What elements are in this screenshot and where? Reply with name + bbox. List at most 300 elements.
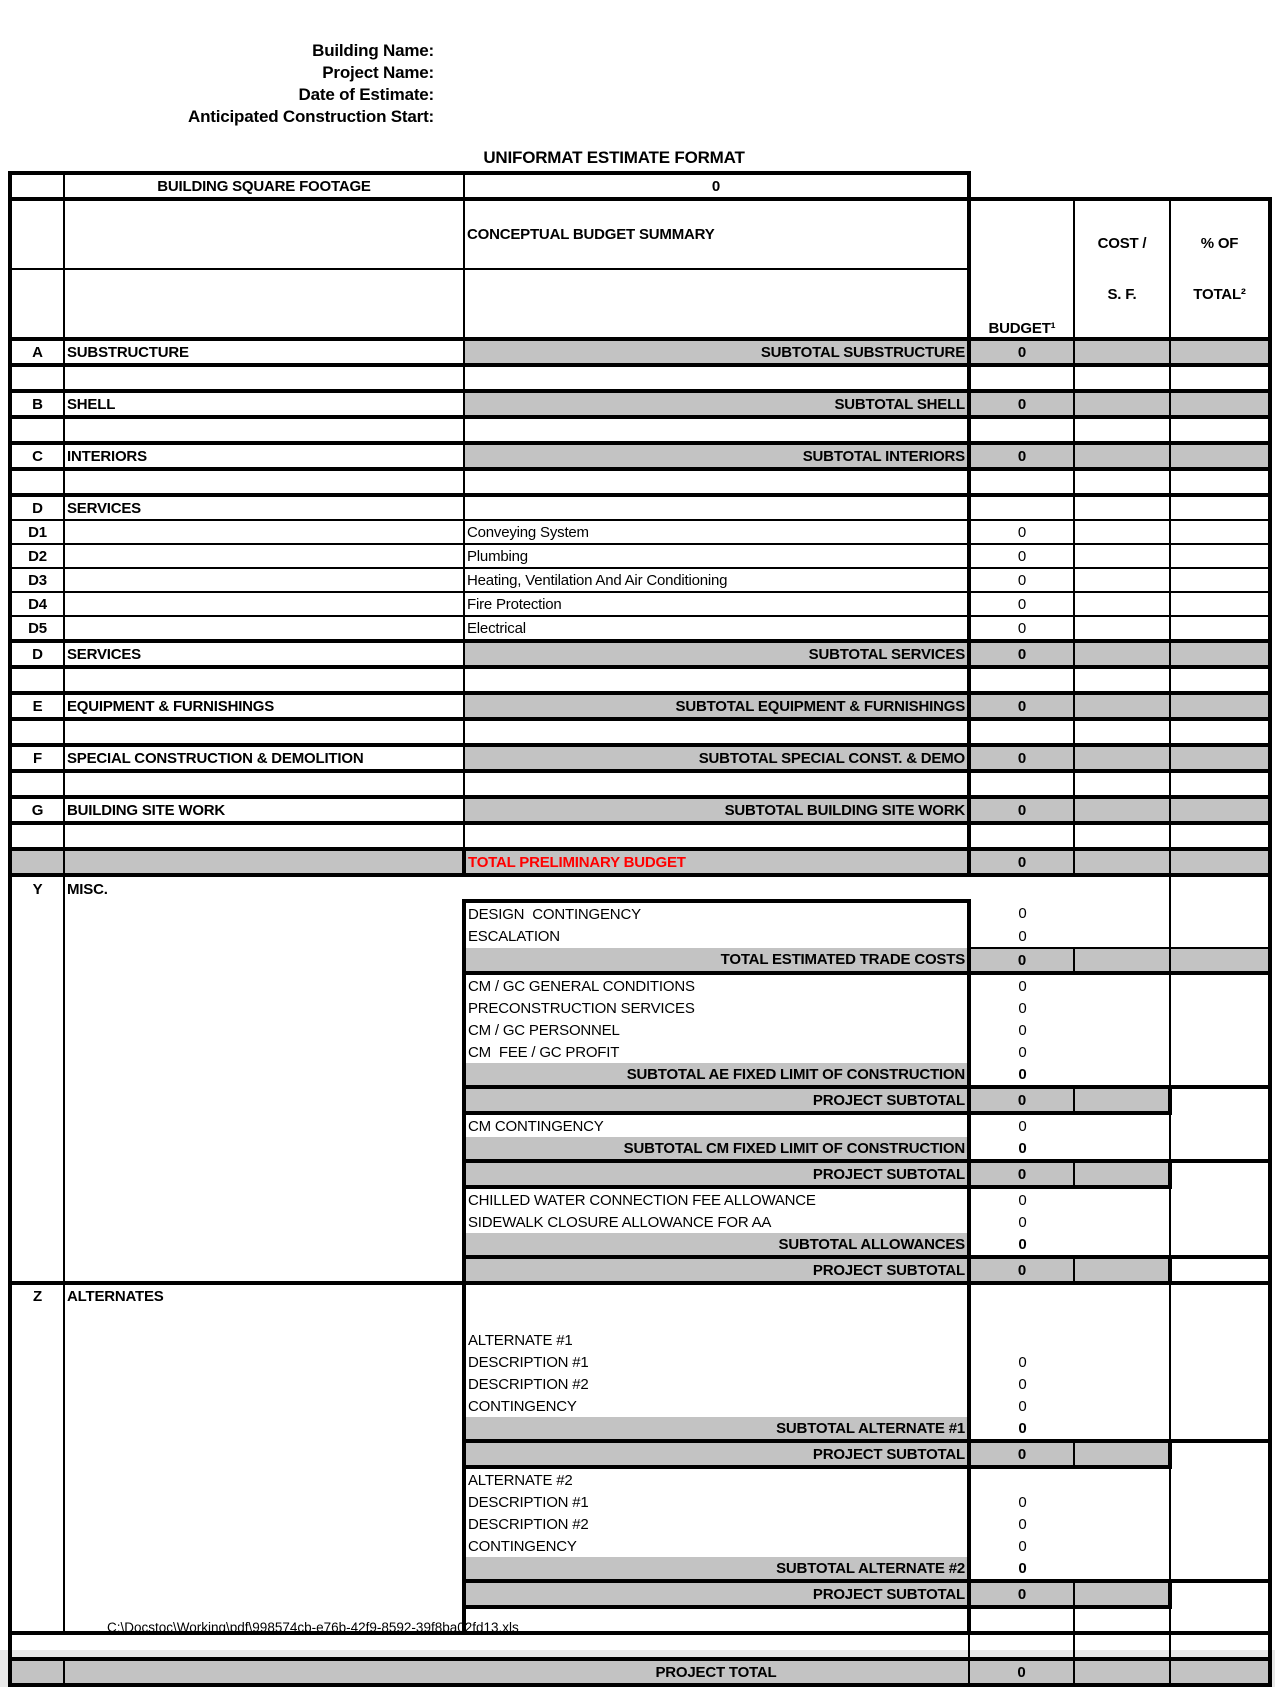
cost-cell xyxy=(1074,1581,1170,1607)
name-cell: INTERIORS xyxy=(64,443,464,469)
row-sub xyxy=(10,693,1270,719)
desc-cell: Electrical xyxy=(464,616,969,641)
name-cell xyxy=(64,901,464,925)
code-cell xyxy=(10,1491,64,1513)
cost-cell xyxy=(1074,745,1170,771)
desc-cell: CM / GC PERSONNEL xyxy=(464,1019,969,1041)
name-cell xyxy=(64,1019,464,1041)
desc-cell xyxy=(464,823,969,849)
name-cell xyxy=(64,925,464,948)
cost-cell xyxy=(1074,1113,1170,1137)
cost-cell xyxy=(1074,1373,1170,1395)
pct-cell xyxy=(1170,495,1270,520)
budget-cell: 0 xyxy=(1018,1375,1027,1393)
cost-cell xyxy=(1074,1513,1170,1535)
budget-cell: 0 xyxy=(1018,1139,1027,1157)
code-cell: A xyxy=(10,339,64,365)
desc-cell: PROJECT SUBTOTAL xyxy=(464,1257,969,1283)
cost-cell xyxy=(1074,1607,1170,1633)
row-gitem xyxy=(10,1351,1270,1373)
cost-cell xyxy=(1074,875,1170,901)
cost-cell xyxy=(1074,365,1170,391)
code-cell: B xyxy=(10,391,64,417)
cost-cell xyxy=(1074,592,1170,616)
row-psub xyxy=(10,1257,1270,1283)
row-item xyxy=(10,592,1270,616)
pct-cell xyxy=(1170,1307,1270,1329)
name-cell: SUBSTRUCTURE xyxy=(64,339,464,365)
row-gitem xyxy=(10,1373,1270,1395)
budget-cell: 0 xyxy=(969,797,1074,823)
code-cell xyxy=(10,1373,64,1395)
pct-cell xyxy=(1170,1137,1270,1161)
desc-cell: PRECONSTRUCTION SERVICES xyxy=(464,997,969,1019)
cost-cell xyxy=(1074,1041,1170,1063)
name-cell xyxy=(64,365,464,391)
row-gitem xyxy=(10,1113,1270,1137)
cost-cell xyxy=(1074,520,1170,544)
name-cell xyxy=(64,417,464,443)
name-cell: EQUIPMENT & FURNISHINGS xyxy=(64,693,464,719)
cost-cell xyxy=(1074,1395,1170,1417)
cost-cell xyxy=(1074,1351,1170,1373)
column-header-budget: BUDGET¹ xyxy=(969,199,1074,339)
pct-cell xyxy=(1170,365,1270,391)
row-gitem xyxy=(10,997,1270,1019)
code-cell xyxy=(10,1257,64,1283)
cost-cell xyxy=(1074,1491,1170,1513)
desc-cell xyxy=(464,719,969,745)
desc-cell: ALTERNATE #2 xyxy=(464,1467,969,1491)
desc-cell: DESIGN CONTINGENCY xyxy=(464,901,969,925)
budget-cell: 0 xyxy=(969,1087,1074,1113)
project-name-label: Project Name: xyxy=(322,63,434,82)
cost-cell xyxy=(1074,997,1170,1019)
cost-cell xyxy=(1074,1659,1170,1685)
pct-cell xyxy=(1170,1283,1270,1307)
pct-cell xyxy=(1170,719,1270,745)
desc-cell: SUBTOTAL BUILDING SITE WORK xyxy=(464,797,969,823)
name-cell xyxy=(64,616,464,641)
row-psub xyxy=(10,1581,1270,1607)
code-cell xyxy=(10,1211,64,1233)
budget-cell: 0 xyxy=(1018,1559,1027,1577)
row-gitem xyxy=(10,1395,1270,1417)
row-gitem xyxy=(10,973,1270,997)
cost-cell xyxy=(1074,1211,1170,1233)
pct-cell xyxy=(1170,1161,1270,1187)
row-blank xyxy=(10,719,1270,745)
desc-cell: CONTINGENCY xyxy=(464,1535,969,1557)
budget-cell: 0 xyxy=(969,849,1074,875)
pct-cell xyxy=(1170,1467,1270,1491)
budget-cell xyxy=(969,495,1074,520)
cost-cell xyxy=(1074,1087,1170,1113)
row-sub xyxy=(10,745,1270,771)
budget-cell: 0 xyxy=(1018,904,1027,922)
square-footage-value: 0 xyxy=(464,173,969,199)
pct-cell xyxy=(1170,568,1270,592)
pct-cell xyxy=(1170,1041,1270,1063)
pct-cell xyxy=(1170,417,1270,443)
file-path-footer: C:\Docstoc\Working\pdf\998574cb-e76b-42f9-8592-39f8ba02fd13.xls xyxy=(107,1620,519,1635)
code-cell xyxy=(10,997,64,1019)
cost-cell xyxy=(1074,1467,1170,1491)
code-cell: D2 xyxy=(10,544,64,568)
code-cell xyxy=(10,1137,64,1161)
row-tpb xyxy=(10,849,1270,875)
desc-cell: CONTINGENCY xyxy=(464,1395,969,1417)
name-cell xyxy=(64,469,464,495)
row-graydesc xyxy=(10,1137,1270,1161)
desc-cell: Heating, Ventilation And Air Conditioning xyxy=(464,568,969,592)
code-cell: D5 xyxy=(10,616,64,641)
budget-cell: 0 xyxy=(969,616,1074,641)
name-cell xyxy=(64,269,464,339)
pct-cell xyxy=(1170,1019,1270,1041)
row-graydesc xyxy=(10,1063,1270,1087)
pct-cell xyxy=(1170,1329,1270,1351)
construction-start-label: Anticipated Construction Start: xyxy=(188,107,434,126)
row-sub xyxy=(10,797,1270,823)
desc-cell xyxy=(464,667,969,693)
pct-cell xyxy=(1170,520,1270,544)
row-sub xyxy=(10,443,1270,469)
code-cell xyxy=(10,1113,64,1137)
name-cell xyxy=(64,1557,464,1581)
pct-cell xyxy=(1170,592,1270,616)
row-gitem xyxy=(10,1491,1270,1513)
name-cell xyxy=(64,948,464,973)
pct-cell xyxy=(1170,1607,1270,1633)
desc-cell: DESCRIPTION #2 xyxy=(464,1513,969,1535)
row-graydesc xyxy=(10,1417,1270,1441)
row-ptotal xyxy=(10,1659,1270,1685)
desc-cell xyxy=(464,1307,969,1329)
pct-cell xyxy=(1170,1373,1270,1395)
row-blank xyxy=(10,771,1270,797)
name-cell xyxy=(64,973,464,997)
row-zstart xyxy=(10,1283,1270,1307)
code-cell xyxy=(10,948,64,973)
desc-cell xyxy=(464,771,969,797)
budget-cell xyxy=(969,365,1074,391)
row-gitem xyxy=(10,1041,1270,1063)
code-cell xyxy=(10,925,64,948)
cost-cell xyxy=(1074,391,1170,417)
pct-cell xyxy=(1170,667,1270,693)
name-cell: MISC. xyxy=(67,880,108,898)
desc-cell: PROJECT SUBTOTAL xyxy=(464,1087,969,1113)
building-name-label: Building Name: xyxy=(312,41,434,60)
cost-cell xyxy=(1074,641,1170,667)
desc-cell: SUBTOTAL SPECIAL CONST. & DEMO xyxy=(464,745,969,771)
name-cell xyxy=(64,1187,464,1211)
pct-cell xyxy=(1170,391,1270,417)
code-cell xyxy=(10,901,64,925)
budget-cell: 0 xyxy=(1018,1419,1027,1437)
desc-cell xyxy=(464,1283,969,1307)
row-item xyxy=(10,616,1270,641)
budget-cell xyxy=(969,875,1074,901)
desc-cell: PROJECT SUBTOTAL xyxy=(464,1441,969,1467)
pct-cell xyxy=(1170,823,1270,849)
budget-cell: 0 xyxy=(1018,1021,1027,1039)
cost-header-line2: S. F. xyxy=(1107,286,1137,303)
cost-cell xyxy=(1074,1019,1170,1041)
desc-cell: SIDEWALK CLOSURE ALLOWANCE FOR AA xyxy=(464,1211,969,1233)
desc-cell: ALTERNATE #1 xyxy=(464,1329,969,1351)
row-graydesc xyxy=(10,1557,1270,1581)
name-cell xyxy=(64,1137,464,1161)
code-cell xyxy=(10,1513,64,1535)
pct-cell xyxy=(1170,1513,1270,1535)
cost-cell xyxy=(1074,1307,1170,1329)
cost-cell xyxy=(1074,797,1170,823)
cost-cell xyxy=(1074,1233,1170,1257)
budget-cell: 0 xyxy=(1018,1397,1027,1415)
budget-cell: 0 xyxy=(969,1581,1074,1607)
square-footage-row xyxy=(10,173,1270,199)
cost-cell xyxy=(1074,948,1170,973)
budget-cell: 0 xyxy=(1018,1065,1027,1083)
pct-cell xyxy=(1170,875,1270,901)
estimate-table xyxy=(8,171,1272,1687)
desc-cell: SUBTOTAL EQUIPMENT & FURNISHINGS xyxy=(464,693,969,719)
desc-cell: ESCALATION xyxy=(464,925,969,948)
pct-cell xyxy=(1170,1491,1270,1513)
row-gitem xyxy=(10,1307,1270,1329)
code-cell: D3 xyxy=(10,568,64,592)
pct-cell xyxy=(1170,1233,1270,1257)
code-cell xyxy=(10,1087,64,1113)
pct-cell xyxy=(1170,771,1270,797)
pct-cell xyxy=(1170,997,1270,1019)
desc-cell: SUBTOTAL ALLOWANCES xyxy=(464,1233,969,1257)
row-psub xyxy=(10,1441,1270,1467)
code-cell: Y xyxy=(10,875,64,901)
code-cell xyxy=(10,1187,64,1211)
budget-cell: 0 xyxy=(969,568,1074,592)
budget-cell: 0 xyxy=(1018,1191,1027,1209)
code-cell xyxy=(10,1395,64,1417)
code-cell xyxy=(10,973,64,997)
name-cell: SERVICES xyxy=(64,495,464,520)
desc-cell: CM CONTINGENCY xyxy=(464,1113,969,1137)
code-cell xyxy=(10,1019,64,1041)
pct-cell xyxy=(1170,797,1270,823)
cost-cell xyxy=(1074,495,1170,520)
summary-header-row xyxy=(10,199,1270,269)
cost-cell xyxy=(1074,1283,1170,1307)
cost-cell xyxy=(1074,1257,1170,1283)
desc-cell: DESCRIPTION #1 xyxy=(464,1491,969,1513)
pct-header-line1: % OF xyxy=(1200,235,1239,252)
row-grayfull xyxy=(10,948,1270,973)
code-cell xyxy=(10,199,64,269)
cost-cell xyxy=(1074,1633,1170,1659)
name-cell xyxy=(64,1233,464,1257)
pct-cell xyxy=(1170,1351,1270,1373)
row-sub xyxy=(10,339,1270,365)
code-cell: C xyxy=(10,443,64,469)
row-ystart xyxy=(10,875,1270,901)
name-cell xyxy=(64,1467,464,1491)
name-cell: ALTERNATES xyxy=(64,1283,464,1307)
desc-cell xyxy=(464,495,969,520)
code-cell: D xyxy=(10,495,64,520)
budget-cell: 0 xyxy=(1018,1043,1027,1061)
pct-cell xyxy=(1170,849,1270,875)
budget-cell: 0 xyxy=(969,1161,1074,1187)
name-cell xyxy=(64,1329,464,1351)
code-cell xyxy=(10,849,64,875)
row-blank xyxy=(10,417,1270,443)
pct-cell xyxy=(1170,1633,1270,1659)
row-gitem xyxy=(10,1211,1270,1233)
desc-cell: SUBTOTAL SERVICES xyxy=(464,641,969,667)
row-gitem xyxy=(10,1329,1270,1351)
pct-cell xyxy=(1170,1659,1270,1685)
desc-cell: SUBTOTAL SHELL xyxy=(464,391,969,417)
row-item xyxy=(10,568,1270,592)
name-cell xyxy=(64,1257,464,1283)
pct-cell xyxy=(1170,1581,1270,1607)
pct-cell xyxy=(1170,1211,1270,1233)
cost-cell xyxy=(1074,1441,1170,1467)
name-cell xyxy=(64,1351,464,1373)
desc-cell: DESCRIPTION #1 xyxy=(464,1351,969,1373)
pct-cell xyxy=(1170,1087,1270,1113)
desc-cell: Fire Protection xyxy=(464,592,969,616)
desc-cell: SUBTOTAL AE FIXED LIMIT OF CONSTRUCTION xyxy=(464,1063,969,1087)
budget-cell xyxy=(969,771,1074,797)
row-sub xyxy=(10,641,1270,667)
budget-cell: 0 xyxy=(1018,1117,1027,1135)
row-gitem xyxy=(10,925,1270,948)
desc-cell: PROJECT SUBTOTAL xyxy=(464,1161,969,1187)
row-gitem xyxy=(10,1019,1270,1041)
pct-cell xyxy=(1170,616,1270,641)
cost-cell xyxy=(1074,693,1170,719)
name-cell xyxy=(64,771,464,797)
desc-cell: CM FEE / GC PROFIT xyxy=(464,1041,969,1063)
desc-cell xyxy=(464,1607,969,1633)
code-cell: D xyxy=(10,641,64,667)
name-cell xyxy=(64,719,464,745)
budget-cell: 0 xyxy=(969,1257,1074,1283)
code-cell xyxy=(10,667,64,693)
code-cell xyxy=(10,771,64,797)
budget-cell: 0 xyxy=(969,1659,1074,1685)
name-cell xyxy=(64,1535,464,1557)
desc-cell: PROJECT SUBTOTAL xyxy=(464,1581,969,1607)
budget-cell xyxy=(969,1283,1074,1307)
name-cell: BUILDING SITE WORK xyxy=(64,797,464,823)
cost-cell xyxy=(1074,417,1170,443)
name-cell: SERVICES xyxy=(64,641,464,667)
pct-cell xyxy=(1170,1257,1270,1283)
cost-cell xyxy=(1074,1137,1170,1161)
row-gitem xyxy=(10,1513,1270,1535)
pct-cell xyxy=(1170,901,1270,925)
pct-cell xyxy=(1170,948,1270,973)
cost-cell xyxy=(1074,1535,1170,1557)
cost-cell xyxy=(1074,443,1170,469)
desc-cell: SUBTOTAL ALTERNATE #1 xyxy=(464,1417,969,1441)
pct-cell xyxy=(1170,1535,1270,1557)
row-blank xyxy=(10,823,1270,849)
row-tailthin xyxy=(10,1633,1270,1659)
cost-cell xyxy=(1074,469,1170,495)
code-cell xyxy=(10,1535,64,1557)
row-item xyxy=(10,520,1270,544)
code-cell xyxy=(10,173,64,199)
pct-cell xyxy=(1170,1187,1270,1211)
row-psub xyxy=(10,1161,1270,1187)
pct-cell xyxy=(1170,339,1270,365)
pct-cell xyxy=(1170,1417,1270,1441)
code-cell xyxy=(10,1441,64,1467)
code-cell xyxy=(10,1659,64,1685)
budget-cell: 0 xyxy=(1018,1515,1027,1533)
budget-cell xyxy=(969,417,1074,443)
name-cell xyxy=(64,1513,464,1535)
code-cell xyxy=(10,1467,64,1491)
pct-cell xyxy=(1170,1395,1270,1417)
budget-cell: 0 xyxy=(969,443,1074,469)
cost-cell xyxy=(1074,1557,1170,1581)
summary-title: CONCEPTUAL BUDGET SUMMARY xyxy=(464,199,969,269)
code-cell: G xyxy=(10,797,64,823)
pct-cell xyxy=(1170,1063,1270,1087)
date-of-estimate-label: Date of Estimate: xyxy=(298,85,434,104)
cost-cell xyxy=(1074,925,1170,948)
cost-cell xyxy=(1074,771,1170,797)
name-cell xyxy=(64,1417,464,1441)
name-cell xyxy=(64,1659,464,1685)
desc-cell: Plumbing xyxy=(464,544,969,568)
name-cell xyxy=(64,1161,464,1187)
name-cell xyxy=(64,1087,464,1113)
column-header-pct-total xyxy=(1170,199,1270,339)
pct-cell xyxy=(1170,745,1270,771)
budget-cell: 0 xyxy=(969,339,1074,365)
pct-cell xyxy=(1170,469,1270,495)
code-cell xyxy=(10,1557,64,1581)
name-cell xyxy=(64,592,464,616)
name-cell xyxy=(64,849,464,875)
name-cell xyxy=(64,520,464,544)
desc-cell xyxy=(464,417,969,443)
budget-cell xyxy=(969,469,1074,495)
code-cell: D1 xyxy=(10,520,64,544)
budget-cell: 0 xyxy=(969,948,1074,973)
desc-cell: TOTAL ESTIMATED TRADE COSTS xyxy=(464,948,969,973)
desc-cell: SUBTOTAL CM FIXED LIMIT OF CONSTRUCTION xyxy=(464,1137,969,1161)
budget-cell: 0 xyxy=(969,520,1074,544)
budget-cell xyxy=(969,1607,1074,1633)
code-cell: F xyxy=(10,745,64,771)
name-cell xyxy=(64,1395,464,1417)
cost-cell xyxy=(1074,1161,1170,1187)
budget-cell xyxy=(969,823,1074,849)
name-cell xyxy=(64,199,464,269)
budget-cell: 0 xyxy=(1018,927,1027,945)
code-cell xyxy=(10,1041,64,1063)
cost-cell xyxy=(1074,616,1170,641)
budget-cell: 0 xyxy=(969,544,1074,568)
